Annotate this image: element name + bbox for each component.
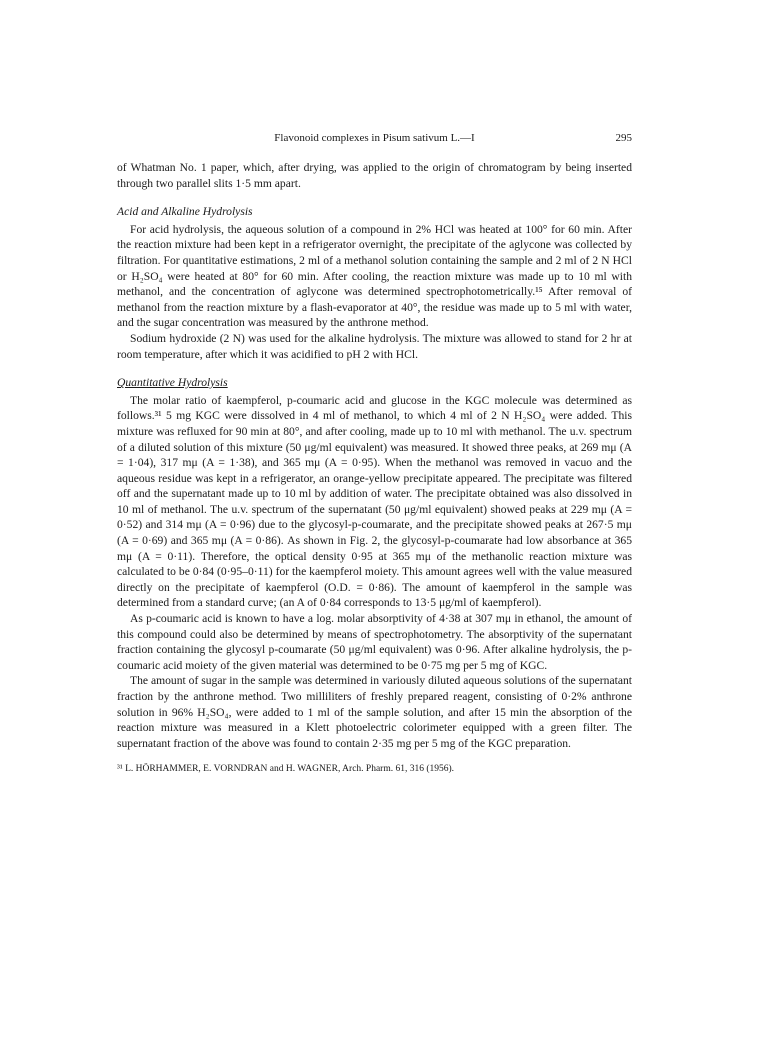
paragraph-coumaric-acid: As p-coumaric acid is known to have a log. molar absorptivity of 4·38 at 307 mμ in ethanol, the amount of this compound could also be determined by means of spectrophotometry. The absorptivity of the supernatant fraction containing the glycosyl p-coumarate (50 μg/ml equivalent) was 0·96. After alkaline hydrolysis, the p-coumaric acid moiety of the given material was determined to be 0·75 mg per 5 mg of KGC.: [117, 612, 632, 672]
footnote: ³¹ L. HÖRHAMMER, E. VORNDRAN and H. WAGNER, Arch. Pharm. 61, 316 (1956).: [117, 764, 455, 775]
running-title: Flavonoid complexes in Pisum sativum L.—I: [274, 132, 475, 144]
page-number: 295: [615, 132, 632, 144]
paragraph-sugar-amount: The amount of sugar in the sample was determined in variously diluted aqueous solutions of the supernatant fraction by the anthrone method. Two milliliters of freshly prepared reagent, consisting of 0·2% anthrone solution in 96% H₂SO₄, were added to 1 ml of the sample solution, and after 15 min the absorption of the reaction mixture was measured in a Klett photoelectric colorimeter equipped with a green filter. The supernatant fraction of the above was found to contain 2·35 mg per 5 mg of the KGC preparation.: [117, 674, 632, 750]
section-heading-acid-alkaline-hydrolysis: Acid and Alkaline Hydrolysis: [117, 205, 253, 219]
paragraph-alkaline-hydrolysis: Sodium hydroxide (2 N) was used for the alkaline hydrolysis. The mixture was allowed to stand for 2 hr at room temperature, after which it was acidified to pH 2 with HCl.: [117, 331, 632, 361]
paragraph-intro: of Whatman No. 1 paper, which, after drying, was applied to the origin of chromatogram by being inserted through two parallel slits 1·5 mm apart.: [117, 161, 632, 190]
paragraph-molar-ratio: The molar ratio of kaempferol, p-coumaric acid and glucose in the KGC molecule was determined as follows.³¹ 5 mg KGC were dissolved in 4 ml of methanol, to which 4 ml of 2 N H₂SO₄ were added. This mixture was refluxed for 90 min at 80°, and after cooling, made up to 10 ml with methanol. The u.v. spectrum of a diluted solution of this mixture (50 μg/ml equivalent) was measured. It showed three peaks, at 269 mμ (A = 1·04), 317 mμ (A = 1·38), and 365 mμ (A = 0·95). When the methanol was removed in vacuo and the aqueous residue was kept in a refrigerator, an orange-yellow precipitate appeared. The precipitate was filtered off and the supernatant made up to 10 ml by addition of water. The precipitate obtained was also dissolved in 10 ml of methanol. The u.v. spectrum of the supernatant (50 μg/ml equivalent) showed peaks at 229 mμ (A = 0·52) and 314 mμ (A = 0·96) due to the glycosyl-p-coumarate, and the precipitate showed peaks at 267·5 mμ (A = 0·69) and 365 mμ (A = 0·86). As shown in Fig. 2, the glycosyl-p-coumarate had low absorbance at 365 mμ (A = 0·11). Therefore, the optical density 0·95 at 365 mμ of the methanolic reaction mixture was calculated to be 0·84 (0·95–0·11) for the kaempferol moiety. This amount agrees well with the value measured directly on the precipitate of kaempferol (O.D. = 0·86). The amount of kaempferol in the sample was determined from a standard curve; (an A of 0·84 corresponds to 13·5 μg/ml of kaempferol).: [117, 393, 632, 610]
section-heading-quantitative-hydrolysis: Quantitative Hydrolysis: [117, 376, 228, 390]
body-text: [117, 160, 632, 776]
running-head: [117, 132, 632, 152]
paper-page: [117, 132, 632, 776]
paragraph-acid-hydrolysis: For acid hydrolysis, the aqueous solution of a compound in 2% HCl was heated at 100° for 60 min. After the reaction mixture had been kept in a refrigerator overnight, the precipitate of the aglycone was collected by filtration. For quantitative estimations, 2 ml of a methanol solution containing the sample and 2 ml of 2 N HCl or H₂SO₄ were heated at 80° for 60 min. After cooling, the reaction mixture was made up to 10 ml with methanol, and the concentration of aglycone was determined spectrophotometrically.¹⁵ After removal of methanol from the reaction mixture by a flash-evaporator at 40°, the residue was made up to 5 ml with water, and the sugar concentration was measured by the anthrone method.: [117, 222, 632, 330]
